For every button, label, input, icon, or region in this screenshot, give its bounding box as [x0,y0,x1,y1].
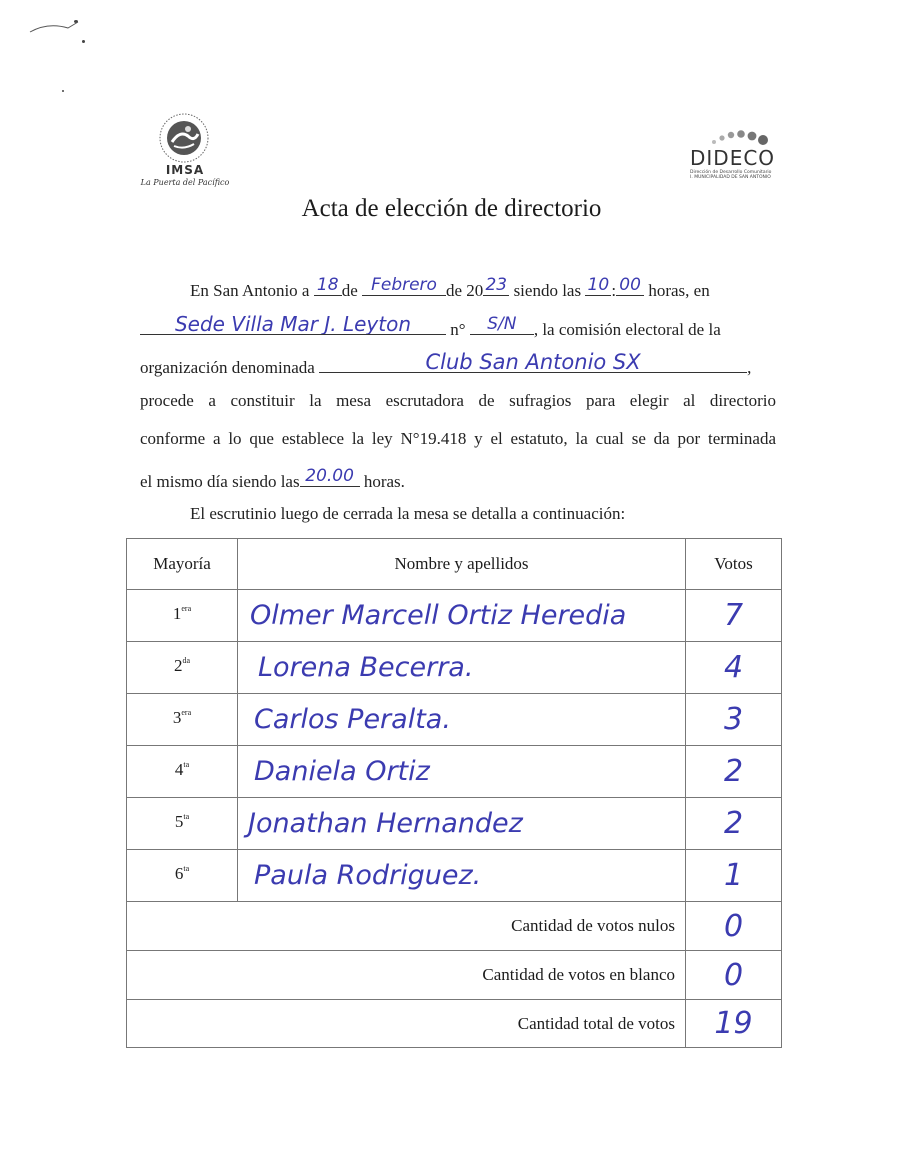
month-field: Febrero [362,275,446,296]
candidate-name: Paula Rodriguez. [237,849,686,902]
blank-votes-label: Cantidad de votos en blanco [126,950,686,1000]
organization-field: Club San Antonio SX [319,352,747,373]
text-comision-electoral: , la comisión electoral de la [533,320,721,339]
text-de-20: de 20 [446,281,484,300]
document-title: Acta de elección de directorio [301,195,602,222]
header-votos: Votos [685,538,782,590]
rank-number: 5 [174,812,184,831]
seal-icon [158,112,210,164]
paragraph-line-2 [140,314,721,340]
day-field: 18 [314,275,342,296]
rank-number: 3 [172,708,182,727]
paragraph-line-7: El escrutinio luego de cerrada la mesa se detalla a continuación: [190,504,626,523]
scan-speck [62,90,64,92]
number-field: S/N [470,314,534,335]
place-field: Sede Villa Mar J. Leyton [140,314,446,335]
candidate-name: Olmer Marcell Ortiz Heredia [237,589,686,642]
candidate-votes: 2 [685,745,782,798]
text-colon: : [611,281,617,300]
hour-field: 10 [585,275,611,296]
paragraph-line-5: conforme a lo que establece la ley N°19.418 y el estatuto, la cual se da por terminada [140,429,776,448]
candidate-name: Lorena Becerra. [237,641,686,694]
end-time-field: 20.00 [300,466,360,487]
rank-suffix: ta [183,760,190,769]
rank-number: 1 [172,604,182,623]
rank-suffix: era [181,708,192,717]
table-row-rank [126,589,238,642]
paragraph-line-4: procede a constituir la mesa escrutadora de sufragios para elegir al directorio [140,391,776,410]
imsa-logo-tagline: La Puerta del Pacífico [140,178,230,187]
text-horas: horas. [363,472,405,491]
year-field: 23 [483,275,509,296]
text-number-label: n° [450,320,466,339]
candidate-votes: 3 [685,693,782,746]
table-row-rank [126,797,238,850]
candidate-votes: 4 [685,641,782,694]
imsa-logo-name: IMSA [165,163,205,177]
header-nombre: Nombre y apellidos [237,538,686,590]
candidate-name: Daniela Ortiz [237,745,686,798]
results-table [126,538,782,1048]
table-row-rank [126,693,238,746]
candidate-votes: 2 [685,797,782,850]
candidate-name: Jonathan Hernandez [237,797,686,850]
dideco-logo [688,128,788,188]
paragraph-line-3 [140,352,751,378]
text-comma: , [747,358,752,377]
dideco-subtitle-line2: I. MUNICIPALIDAD DE SAN ANTONIO [690,175,771,180]
paragraph-line-6 [140,466,405,492]
rank-number: 2 [173,656,183,675]
table-row-rank [126,745,238,798]
blank-votes-value: 0 [685,950,782,1000]
candidate-votes: 7 [685,589,782,642]
scan-scratch [28,12,88,42]
dideco-logo-name: DIDECO [690,146,776,170]
paragraph-line-1 [190,275,710,301]
rank-number: 4 [174,760,184,779]
dideco-subtitle-line1: Dirección de Desarrollo Comunitario [690,170,772,175]
text-de: de [341,281,358,300]
rank-number: 6 [174,864,184,883]
text-horas-en: horas, en [648,281,710,300]
text-siendo-las: siendo las [513,281,582,300]
null-votes-label: Cantidad de votos nulos [126,901,686,951]
dideco-logo-subtitle [690,170,788,180]
text-en-san-antonio: En San Antonio a [190,281,310,300]
rank-suffix: era [181,604,192,613]
table-row-rank [126,849,238,902]
candidate-name: Carlos Peralta. [237,693,686,746]
imsa-logo [140,112,230,192]
candidate-votes: 1 [685,849,782,902]
total-votes-value: 19 [685,999,782,1048]
text-organizacion-denominada: organización denominada [140,358,315,377]
total-votes-label: Cantidad total de votos [126,999,686,1048]
header-mayoria: Mayoría [126,538,238,590]
table-row-rank [126,641,238,694]
rank-suffix: ta [183,864,190,873]
dots-icon [710,128,770,148]
minutes-field: 00 [616,275,644,296]
rank-suffix: ta [183,812,190,821]
null-votes-value: 0 [685,901,782,951]
rank-suffix: da [182,656,191,665]
text-el-mismo-dia: el mismo día siendo las [140,472,300,491]
